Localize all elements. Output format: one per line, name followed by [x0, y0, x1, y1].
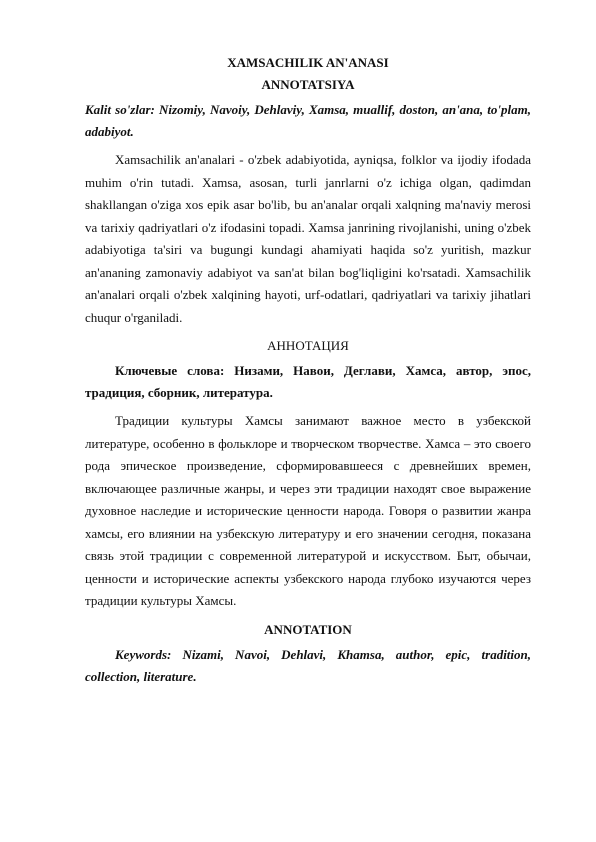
uz-keywords-list: Nizomiy, Navoiy, Dehlaviy, Xamsa, muallif, doston, an'ana, to'plam, adabiyot.: [85, 102, 531, 139]
uz-keywords: [85, 99, 531, 143]
ru-keywords: [85, 360, 531, 404]
en-annotation-heading: ANNOTATION: [264, 621, 352, 637]
uz-annotation-heading: ANNOTATSIYA: [261, 77, 355, 92]
uz-keywords-label: Kalit so'zlar:: [85, 102, 155, 117]
ru-annotation-heading: АННОТАЦИЯ: [267, 338, 349, 353]
en-keywords: [85, 644, 531, 688]
uz-annotation-text: Xamsachilik an'analari - o'zbek adabiyotida, ayniqsa, folklor va ijodiy ifodada muhim o'rin tutadi. Xamsa, asosan, turli janrlarni o'z ichiga olgan, qadimdan shakllangan o'ziga xos epik asar bo'lib, bu an'analar orqali xalqning ma'naviy merosi va tarixiy qadriyatlari o'z ifodasini topadi. Xamsa janrining rivojlanishi, uning o'zbek adabiyotiga ta'siri va bugungi kundagi ahamiyati haqida so'z yuritish, mazkur an'ananing zamonaviy adabiyot va san'at bilan bog'liqligini ko'rsatadi. Xamsachilik an'analari orqali o'zbek xalqining hayoti, urf-odatlari, qadriyatlari va tarixiy jihatlari chuqur o'rganiladi.: [85, 152, 531, 325]
document-page: [85, 52, 531, 694]
en-keywords-list: Nizami, Navoi, Dehlavi, Khamsa, author, epic, tradition, collection, literature.: [85, 646, 532, 684]
ru-keywords-list: Низами, Навои, Деглави, Хамса, автор, эпос, традиция, сборник, литература.: [85, 363, 531, 400]
document-title: XAMSACHILIK AN'ANASI: [227, 55, 389, 70]
en-keywords-label: Keywords:: [115, 646, 172, 662]
ru-keywords-label: Ключевые слова:: [115, 363, 225, 378]
ru-annotation-text: Традиции культуры Хамсы занимают важное место в узбекской литературе, особенно в фольклоре и творческом творчестве. Хамса – это своего рода эпическое произведение, сформировавшееся с древнейших времен, включающее различные жанры, и через эти традиции находят свое выражение духовное наследие и исторические ценности народа. Говоря о развитии жанра хамсы, его влиянии на узбекскую литературу и его значении сегодня, показана связь этой традиции с современной литературой и искусством. Быт, обычаи, ценности и исторические аспекты узбекского народа глубоко изучаются через традиции культуры Хамсы.: [85, 413, 531, 608]
